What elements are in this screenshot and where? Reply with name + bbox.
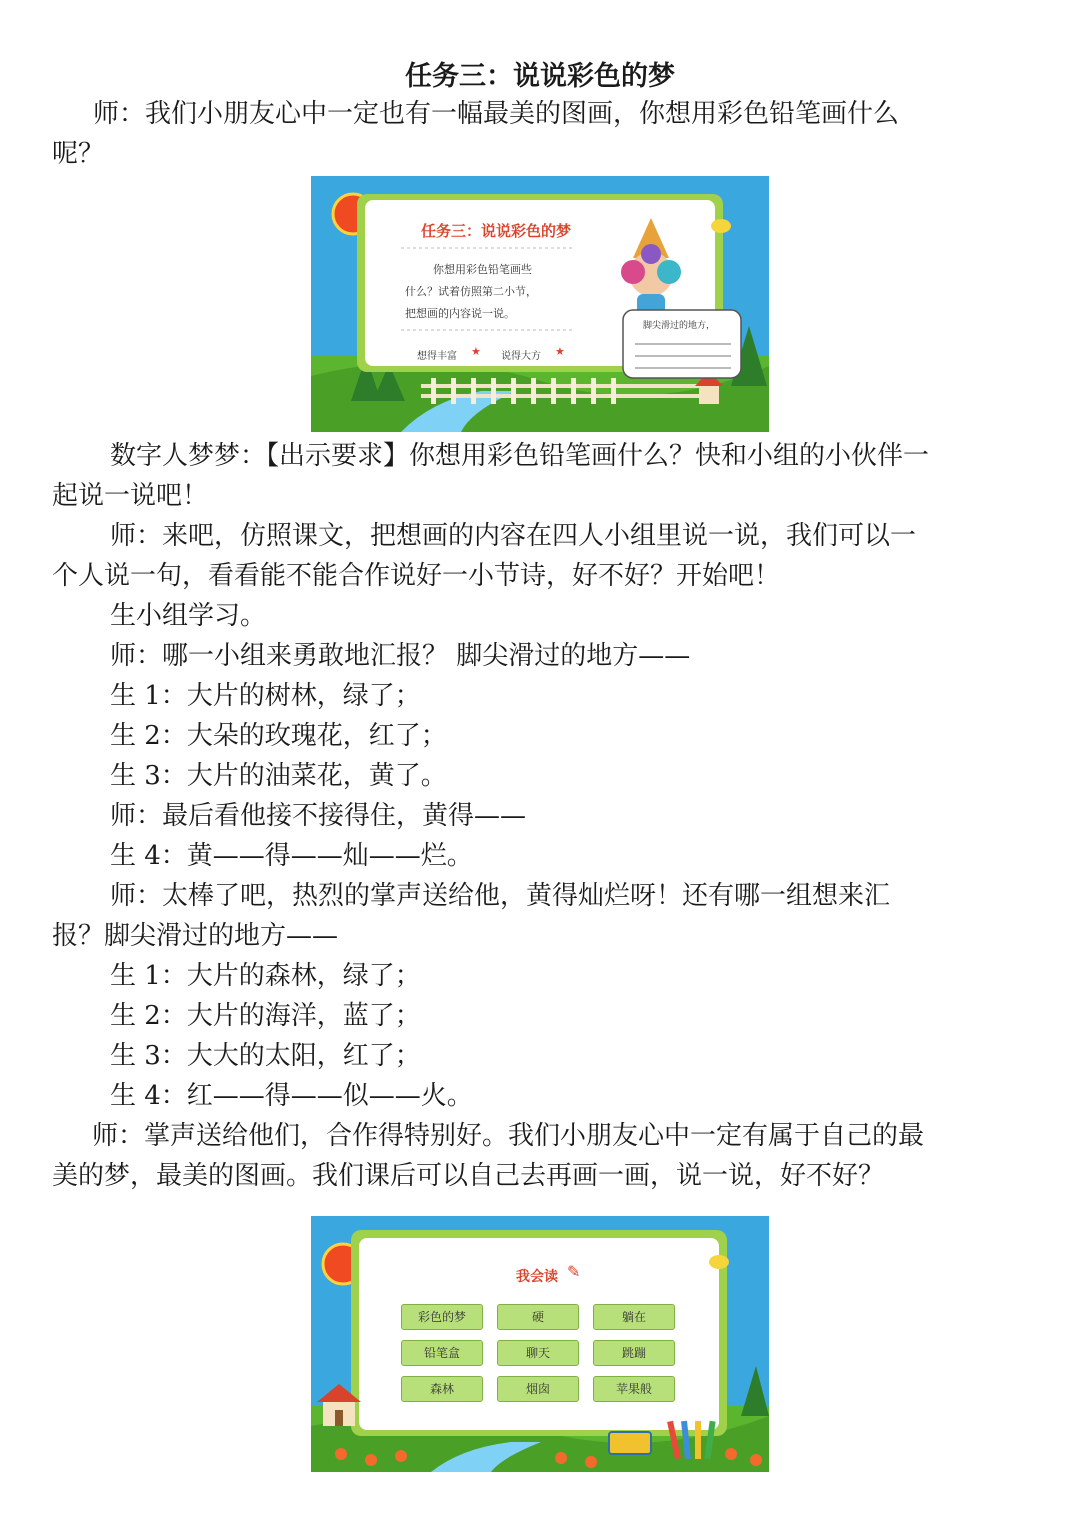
paragraph-line: 美的梦，最美的图画。我们课后可以自己去再画一画，说一说，好不好？	[52, 1161, 885, 1191]
paragraph-line: 生 3：大大的太阳，红了；	[110, 1041, 421, 1071]
slide2-heading: 我会读	[516, 1269, 558, 1285]
word-card: 聊天	[497, 1340, 579, 1366]
paragraph-line: 师：哪一小组来勇敢地汇报？ 脚尖滑过的地方——	[110, 641, 691, 671]
paragraph-line: 师：我们小朋友心中一定也有一幅最美的图画，你想用彩色铅笔画什么	[93, 99, 900, 129]
slide1-line: 你想用彩色铅笔画些	[433, 263, 532, 276]
paragraph-line: 报？脚尖滑过的地方——	[52, 921, 339, 951]
slide1-line: 把想画的内容说一说。	[405, 307, 515, 320]
paragraph-line: 师：最后看他接不接得住，黄得——	[110, 801, 527, 831]
slide1-note-title: 脚尖滑过的地方，	[643, 321, 716, 331]
paragraph-line: 师：来吧，仿照课文，把想画的内容在四人小组里说一说，我们可以一	[110, 521, 917, 551]
pencil-icon: ✎	[567, 1262, 581, 1281]
word-card: 苹果般	[593, 1376, 675, 1402]
paragraph-line: 生 4：黄——得——灿——烂。	[110, 841, 473, 871]
paragraph-line: 生 2：大朵的玫瑰花，红了；	[110, 721, 447, 751]
paragraph-line: 生小组学习。	[110, 601, 267, 631]
slide-image-vocabulary	[311, 1216, 769, 1472]
star-icon: ★	[555, 345, 565, 358]
word-card: 森林	[401, 1376, 483, 1402]
paragraph-line: 生 1：大片的森林，绿了；	[110, 961, 421, 991]
paragraph-line: 师：太棒了吧，热烈的掌声送给他，黄得灿烂呀！还有哪一组想来汇	[110, 881, 891, 911]
word-card: 跳蹦	[593, 1340, 675, 1366]
word-card: 彩色的梦	[401, 1304, 483, 1330]
word-card: 硬	[497, 1304, 579, 1330]
paragraph-line: 生 1：大片的树林，绿了；	[110, 681, 421, 711]
paragraph-line: 生 3：大片的油菜花，黄了。	[110, 761, 447, 791]
word-card: 躺在	[593, 1304, 675, 1330]
paragraph-line: 呢？	[52, 139, 105, 169]
word-card: 铅笔盒	[401, 1340, 483, 1366]
page-title: 任务三：说说彩色的梦	[405, 61, 675, 92]
word-card: 烟囱	[497, 1376, 579, 1402]
paragraph-line: 数字人梦梦：【出示要求】你想用彩色铅笔画什么？快和小组的小伙伴一	[110, 441, 930, 471]
slide1-line: 什么？试着仿照第二小节，	[405, 285, 537, 298]
slide-image-task3	[311, 176, 769, 432]
slide1-tag: 说得大方	[501, 351, 541, 362]
paragraph-line: 生 2：大片的海洋，蓝了；	[110, 1001, 421, 1031]
paragraph-line: 个人说一句，看看能不能合作说好一小节诗，好不好？开始吧！	[52, 561, 781, 591]
slide1-tag: 想得丰富	[417, 351, 457, 362]
paragraph-line: 生 4：红——得——似——火。	[110, 1081, 473, 1111]
paragraph-line: 师：掌声送给他们，合作得特别好。我们小朋友心中一定有属于自己的最	[92, 1121, 925, 1151]
word-grid	[401, 1304, 681, 1402]
paragraph-line: 起说一说吧！	[52, 481, 209, 511]
star-icon: ★	[471, 345, 481, 358]
slide1-heading: 任务三：说说彩色的梦	[421, 222, 572, 240]
